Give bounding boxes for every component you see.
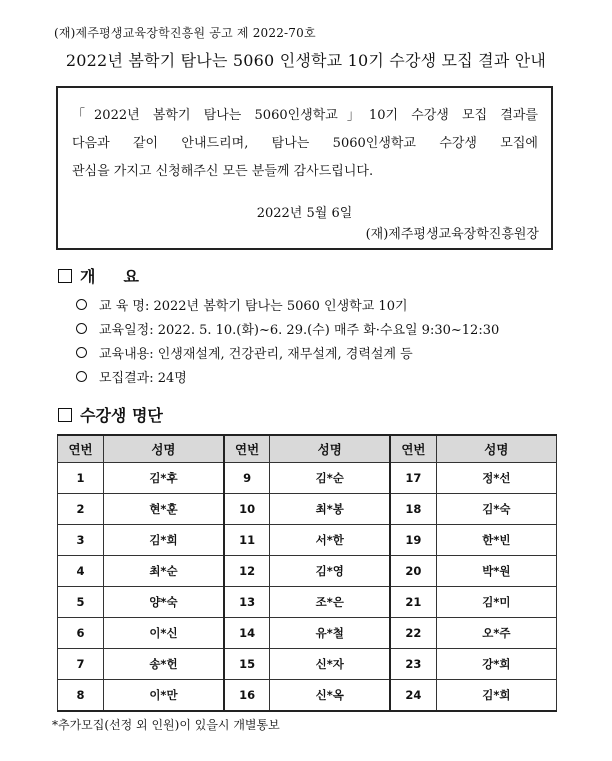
cell-number: 3 <box>58 525 104 556</box>
cell-name: 이*만 <box>104 680 224 712</box>
cell-name: 김*영 <box>270 556 390 587</box>
list-item <box>76 340 499 364</box>
footnote: *추가모집(선정 외 인원)이 있을시 개별통보 <box>52 718 280 732</box>
cell-number: 18 <box>390 494 436 525</box>
cell-number: 22 <box>390 618 436 649</box>
cell-name: 김*희 <box>104 525 224 556</box>
cell-name: 양*숙 <box>104 587 224 618</box>
cell-name: 김*미 <box>436 587 556 618</box>
table-row <box>58 680 557 712</box>
overview-heading <box>58 264 167 287</box>
roster-heading-label: 수강생 명단 <box>80 406 163 425</box>
cell-name: 정*선 <box>436 463 556 494</box>
notice-number: (재)제주평생교육장학진흥원 공고 제 2022-70호 <box>54 26 316 40</box>
checkbox-icon <box>58 408 72 422</box>
cell-number: 17 <box>390 463 436 494</box>
cell-name: 조*은 <box>270 587 390 618</box>
circle-bullet-icon <box>76 323 87 334</box>
overview-item-text: 교육내용: 인생재설계, 건강관리, 재무설계, 경력설계 등 <box>99 346 413 362</box>
table-header-row <box>58 435 557 463</box>
cell-number: 10 <box>224 494 270 525</box>
cell-number: 20 <box>390 556 436 587</box>
roster-heading <box>58 403 163 426</box>
cell-number: 13 <box>224 587 270 618</box>
notice-text <box>72 102 538 186</box>
cell-number: 12 <box>224 556 270 587</box>
column-header-number: 연번 <box>390 435 436 463</box>
cell-number: 6 <box>58 618 104 649</box>
document-title: 2022년 봄학기 탐나는 5060 인생학교 10기 수강생 모집 결과 안내 <box>65 51 547 70</box>
cell-number: 1 <box>58 463 104 494</box>
cell-number: 21 <box>390 587 436 618</box>
cell-number: 4 <box>58 556 104 587</box>
cell-number: 19 <box>390 525 436 556</box>
cell-number: 2 <box>58 494 104 525</box>
table-row <box>58 649 557 680</box>
cell-name: 김*후 <box>104 463 224 494</box>
overview-item-text: 교육일정: 2022. 5. 10.(화)~6. 29.(수) 매주 화·수요일 9:30~12:30 <box>99 322 500 338</box>
cell-number: 24 <box>390 680 436 712</box>
roster-table <box>57 434 557 712</box>
column-header-number: 연번 <box>58 435 104 463</box>
cell-name: 한*빈 <box>436 525 556 556</box>
cell-name: 유*철 <box>270 618 390 649</box>
notice-line: 관심을 가지고 신청해주신 모든 분들께 감사드립니다. <box>72 164 374 179</box>
cell-number: 7 <box>58 649 104 680</box>
checkbox-icon <box>58 269 72 283</box>
cell-name: 현*훈 <box>104 494 224 525</box>
cell-number: 9 <box>224 463 270 494</box>
cell-number: 23 <box>390 649 436 680</box>
cell-name: 신*자 <box>270 649 390 680</box>
table-row <box>58 525 557 556</box>
overview-item-text: 모집결과: 24명 <box>99 370 187 386</box>
list-item <box>76 292 499 316</box>
cell-name: 강*희 <box>436 649 556 680</box>
circle-bullet-icon <box>76 371 87 382</box>
cell-number: 5 <box>58 587 104 618</box>
table-row <box>58 587 557 618</box>
column-header-number: 연번 <box>224 435 270 463</box>
cell-name: 오*주 <box>436 618 556 649</box>
column-header-name: 성명 <box>270 435 390 463</box>
overview-item-text: 교 육 명: 2022년 봄학기 탐나는 5060 인생학교 10기 <box>99 298 408 314</box>
cell-number: 16 <box>224 680 270 712</box>
cell-name: 최*순 <box>104 556 224 587</box>
column-header-name: 성명 <box>436 435 556 463</box>
overview-list <box>76 292 499 388</box>
table-row <box>58 463 557 494</box>
column-header-name: 성명 <box>104 435 224 463</box>
cell-name: 박*원 <box>436 556 556 587</box>
cell-name: 송*헌 <box>104 649 224 680</box>
notice-date: 2022년 5월 6일 <box>256 206 353 221</box>
cell-number: 11 <box>224 525 270 556</box>
roster-body <box>58 463 557 712</box>
notice-line: 「2022년 봄학기 탐나는 5060인생학교」10기 수강생 모집 결과를 <box>72 108 538 123</box>
cell-number: 15 <box>224 649 270 680</box>
overview-heading-label: 개요 <box>80 267 167 286</box>
notice-line: 다음과 같이 안내드리며, 탐나는 5060인생학교 수강생 모집에 <box>72 136 538 151</box>
circle-bullet-icon <box>76 299 87 310</box>
cell-name: 김*순 <box>270 463 390 494</box>
table-row <box>58 494 557 525</box>
circle-bullet-icon <box>76 347 87 358</box>
notice-signature: (재)제주평생교육장학진흥원장 <box>365 227 539 242</box>
cell-name: 이*신 <box>104 618 224 649</box>
table-row <box>58 618 557 649</box>
cell-name: 최*봉 <box>270 494 390 525</box>
cell-number: 8 <box>58 680 104 712</box>
notice-box <box>56 86 553 250</box>
cell-name: 신*옥 <box>270 680 390 712</box>
list-item <box>76 316 499 340</box>
table-row <box>58 556 557 587</box>
cell-name: 서*한 <box>270 525 390 556</box>
list-item <box>76 364 499 388</box>
cell-number: 14 <box>224 618 270 649</box>
cell-name: 김*숙 <box>436 494 556 525</box>
cell-name: 김*희 <box>436 680 556 712</box>
